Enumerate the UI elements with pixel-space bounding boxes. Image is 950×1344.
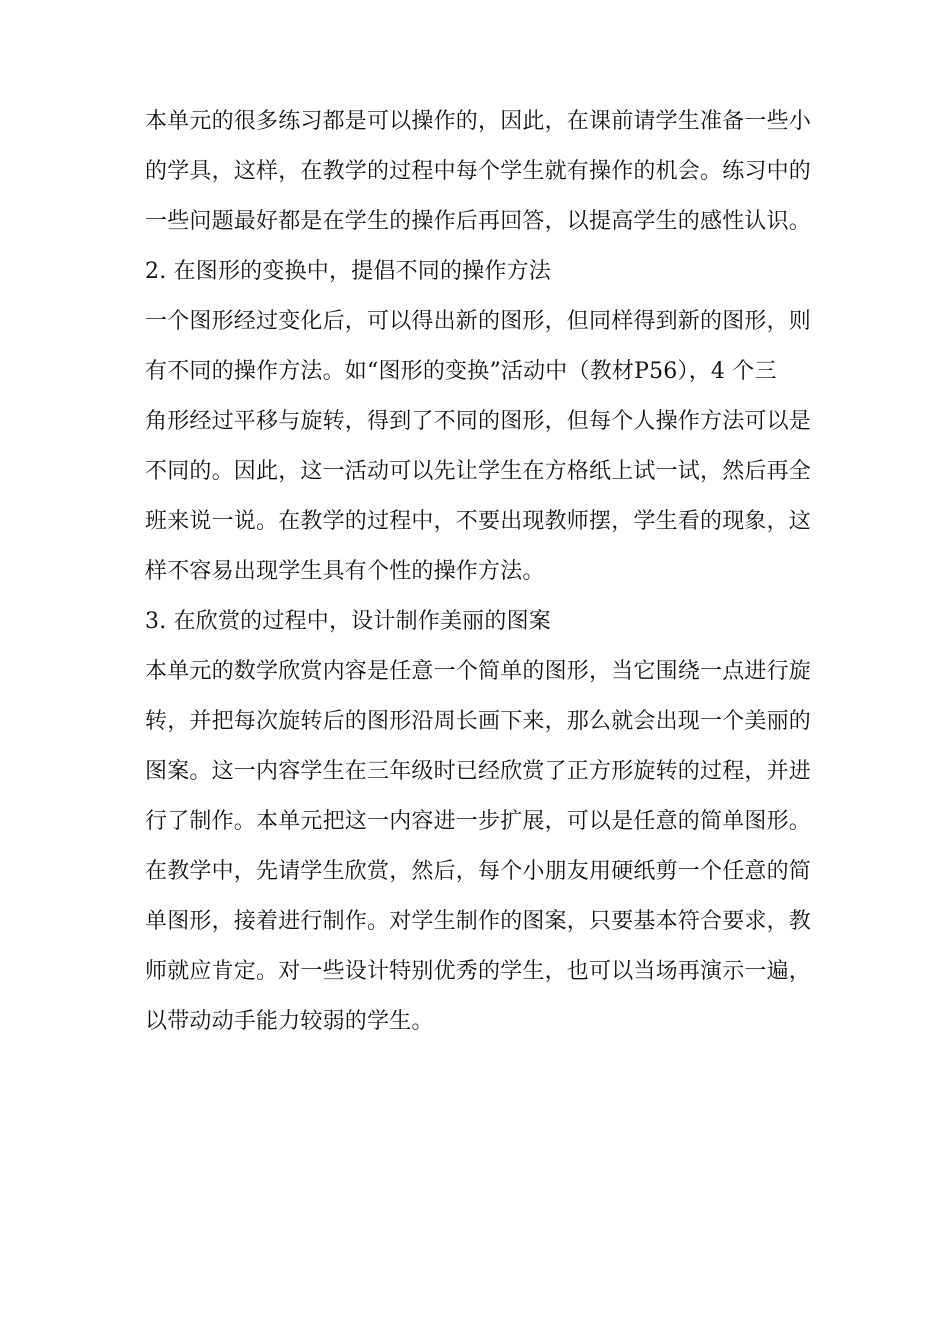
paragraph-line: 一些问题最好都是在学生的操作后再回答，以提高学生的感性认识。 [145, 209, 812, 234]
section-heading-2: 2. 在图形的变换中，提倡不同的操作方法 [145, 259, 551, 284]
paragraph-line: 师就应肯定。对一些设计特别优秀的学生，也可以当场再演示一遍， [145, 959, 812, 984]
paragraph-line: 不同的。因此，这一活动可以先让学生在方格纸上试一试，然后再全 [145, 459, 812, 484]
paragraph-line: 样不容易出现学生具有个性的操作方法。 [145, 559, 545, 584]
section-heading-3: 3. 在欣赏的过程中，设计制作美丽的图案 [145, 609, 551, 634]
paragraph-line: 班来说一说。在教学的过程中，不要出现教师摆，学生看的现象，这 [145, 509, 812, 534]
paragraph-line: 图案。这一内容学生在三年级时已经欣赏了正方形旋转的过程，并进 [145, 759, 812, 784]
paragraph-line: 行了制作。本单元把这一内容进一步扩展，可以是任意的简单图形。 [145, 809, 812, 834]
paragraph-line: 本单元的很多练习都是可以操作的，因此，在课前请学生准备一些小 [145, 109, 812, 134]
paragraph-line: 单图形，接着进行制作。对学生制作的图案，只要基本符合要求，教 [145, 909, 812, 934]
paragraph-line: 角形经过平移与旋转，得到了不同的图形，但每个人操作方法可以是 [145, 409, 812, 434]
document-body [145, 97, 825, 1047]
paragraph-line: 一个图形经过变化后，可以得出新的图形，但同样得到新的图形，则 [145, 309, 812, 334]
paragraph-line: 本单元的数学欣赏内容是任意一个简单的图形，当它围绕一点进行旋 [145, 659, 812, 684]
paragraph-line: 以带动动手能力较弱的学生。 [145, 1009, 434, 1034]
paragraph-line: 的学具，这样，在教学的过程中每个学生就有操作的机会。练习中的 [145, 159, 812, 184]
paragraph-line: 在教学中，先请学生欣赏，然后，每个小朋友用硬纸剪一个任意的简 [145, 859, 812, 884]
paragraph-line: 转，并把每次旋转后的图形沿周长画下来，那么就会出现一个美丽的 [145, 709, 812, 734]
paragraph-line: 有不同的操作方法。如“图形的变换”活动中（教材P56），4 个三 [145, 359, 777, 384]
